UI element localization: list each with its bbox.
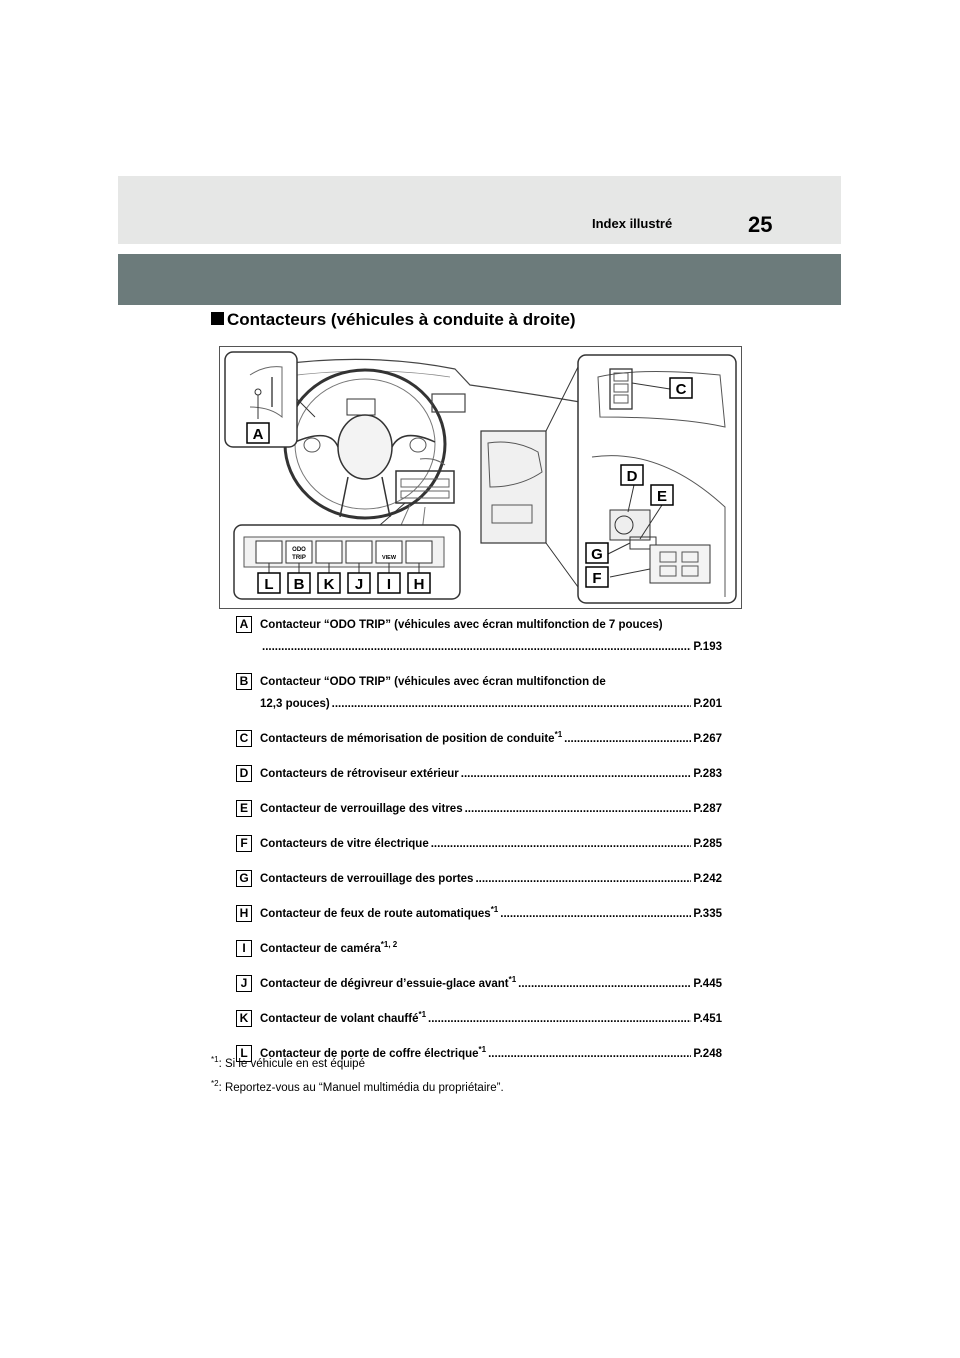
entry-title: Contacteurs de rétroviseur extérieur (260, 768, 459, 780)
entry-title: Contacteur de feux de route automatiques (260, 908, 491, 920)
leader-dots (262, 636, 691, 658)
entry-footnote-mark: *1 (508, 975, 517, 985)
entry-footnote-mark: *1 (554, 730, 563, 740)
callout-j: J (354, 576, 364, 593)
entry-title-line: Contacteur “ODO TRIP” (véhicules avec écran multifonction de (260, 676, 606, 688)
odo-button-label: ODO (292, 547, 306, 553)
page-reference[interactable]: P.242 (693, 873, 722, 885)
entry-line (260, 798, 722, 820)
index-entry-c (236, 728, 722, 750)
trip-button-label: TRIP (292, 555, 306, 561)
entry-letter-badge: A (236, 616, 252, 633)
entry-line (260, 693, 722, 715)
page-reference[interactable]: P.285 (693, 838, 722, 850)
index-entry-k (236, 1008, 722, 1030)
leader-dots (518, 973, 691, 995)
entry-title: Contacteur de porte de coffre électrique (260, 1048, 479, 1060)
entry-footnote-mark: *1 (478, 1045, 487, 1055)
entry-title: Contacteurs de mémorisation de position de conduite (260, 733, 555, 745)
header-band (118, 254, 841, 305)
entry-line (260, 938, 722, 960)
leader-dots (465, 798, 692, 820)
entry-title: Contacteur de caméra (260, 943, 381, 955)
page-reference[interactable]: P.335 (693, 908, 722, 920)
callout-b: B (293, 576, 305, 593)
index-entry-a (236, 614, 722, 658)
index-entry-j (236, 973, 722, 995)
leader-dots (475, 868, 691, 890)
entry-letter-badge: K (236, 1010, 252, 1027)
leader-dots (431, 833, 692, 855)
index-entry-b (236, 671, 722, 715)
square-bullet-icon (211, 312, 224, 325)
entry-title: Contacteurs de vitre électrique (260, 838, 429, 850)
page-reference[interactable]: P.248 (693, 1048, 722, 1060)
entry-letter-badge: B (236, 673, 252, 690)
entry-letter-badge: E (236, 800, 252, 817)
entry-line (260, 1008, 722, 1030)
callout-a: A (252, 426, 264, 443)
page-reference[interactable]: P.267 (693, 733, 722, 745)
entry-title: Contacteur de volant chauffé (260, 1013, 419, 1025)
callout-c: C (675, 381, 687, 398)
page-reference[interactable]: P.193 (693, 641, 722, 653)
entry-line (260, 763, 722, 785)
index-entry-g (236, 868, 722, 890)
entry-title: 12,3 pouces) (260, 698, 330, 710)
entry-letter-badge: D (236, 765, 252, 782)
index-entry-d (236, 763, 722, 785)
footnote-1-mark: *1 (211, 1055, 219, 1065)
section-title-text: Contacteurs (véhicules à conduite à droite) (227, 310, 576, 329)
index-entry-i (236, 938, 722, 960)
page-reference[interactable]: P.451 (693, 1013, 722, 1025)
callout-d: D (626, 468, 638, 485)
page-reference[interactable]: P.201 (693, 698, 722, 710)
page-reference[interactable]: P.287 (693, 803, 722, 815)
index-entry-h (236, 903, 722, 925)
callout-f: F (592, 570, 602, 587)
index-entry-f (236, 833, 722, 855)
callout-l: L (264, 576, 274, 593)
index-entry-e (236, 798, 722, 820)
entry-title: Contacteur de dégivreur d’essuie-glace avant (260, 978, 509, 990)
entry-title: Contacteur de verrouillage des vitres (260, 803, 463, 815)
leader-dots (488, 1043, 691, 1065)
header-bar (118, 176, 841, 244)
page-reference[interactable]: P.445 (693, 978, 722, 990)
index-list (236, 614, 722, 1078)
page-reference[interactable]: P.283 (693, 768, 722, 780)
callout-i: I (386, 576, 392, 593)
switch-illustration (219, 346, 742, 609)
entry-letter-badge: C (236, 730, 252, 747)
section-title (211, 310, 576, 330)
leader-dots (332, 693, 692, 715)
entry-line (260, 636, 722, 658)
callout-g: G (591, 546, 603, 563)
entry-footnote-mark: *1 (490, 905, 499, 915)
header-section-title: Index illustré (592, 216, 673, 231)
view-button-label: VIEW (381, 555, 397, 561)
leader-dots (500, 903, 691, 925)
leader-dots (564, 728, 691, 750)
entry-letter-badge: G (236, 870, 252, 887)
entry-letter-badge: H (236, 905, 252, 922)
leader-dots (461, 763, 692, 785)
footnote-2 (211, 1079, 504, 1094)
entry-line (260, 973, 722, 995)
callout-h: H (413, 576, 425, 593)
footnote-2-mark: *2 (211, 1079, 219, 1089)
footnote-1-text: : Si le véhicule en est équipé (218, 1058, 365, 1070)
entry-letter-badge: I (236, 940, 252, 957)
entry-letter-badge: J (236, 975, 252, 992)
footnote-2-text: : Reportez-vous au “Manuel multimédia du propriétaire”. (218, 1082, 504, 1094)
callout-k: K (323, 576, 335, 593)
footnote-1 (211, 1055, 365, 1070)
entry-title-line: Contacteur “ODO TRIP” (véhicules avec écran multifonction de 7 pouces) (260, 619, 663, 631)
entry-line (260, 868, 722, 890)
leader-dots (428, 1008, 691, 1030)
entry-letter-badge: F (236, 835, 252, 852)
callout-e: E (656, 488, 668, 505)
entry-line (260, 728, 722, 750)
entry-footnote-mark: *1, 2 (380, 940, 398, 950)
entry-line (260, 833, 722, 855)
entry-footnote-mark: *1 (418, 1010, 427, 1020)
entry-title: Contacteurs de verrouillage des portes (260, 873, 474, 885)
entry-letter-badge: L (236, 1045, 252, 1062)
page-number: 25 (748, 212, 773, 237)
entry-line (260, 903, 722, 925)
